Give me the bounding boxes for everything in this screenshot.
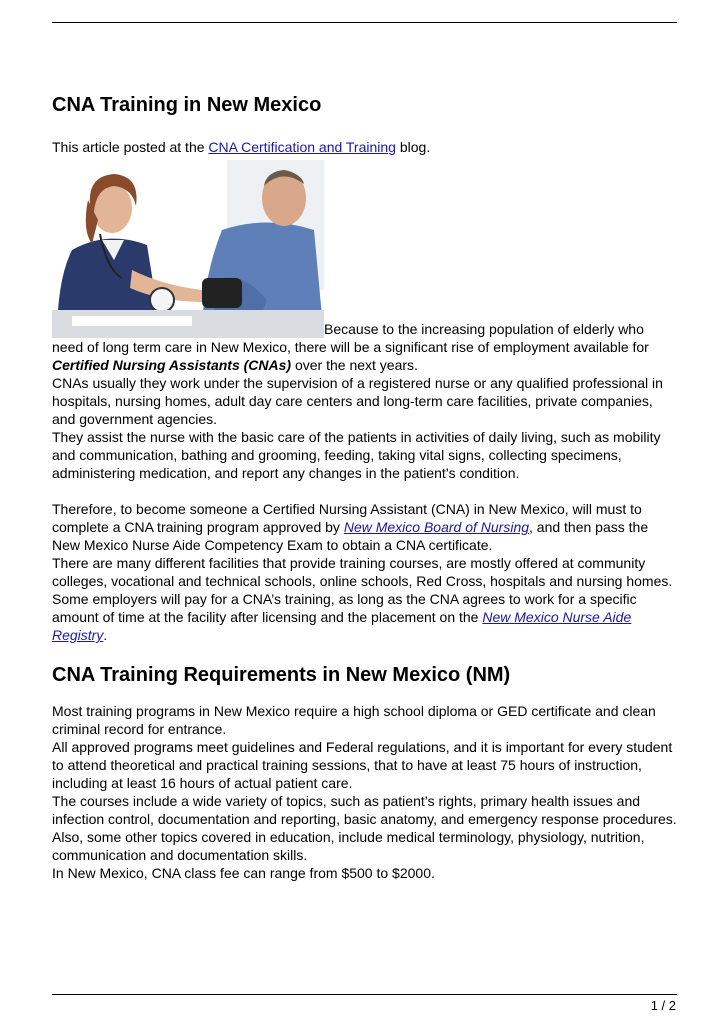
para1-text-end: over the next years. bbox=[291, 357, 418, 373]
blog-link[interactable]: CNA Certification and Training bbox=[208, 139, 396, 155]
header-rule bbox=[52, 22, 677, 23]
paragraph-2: CNAs usually they work under the supervision of a registered nurse or any qualified professional in hospitals, nursing homes, adult day care centers and long-term care facilities, private companies, and government agencies. bbox=[52, 375, 663, 427]
nurse-aide-registry-link[interactable]: New Mexico Nurse Aide Registry bbox=[52, 609, 632, 643]
nurse-photo bbox=[52, 160, 324, 338]
para1-text: Because to the increasing population of elderly who need of long term care in New Mexico, there will be a significant rise of employment available for bbox=[52, 321, 649, 355]
paragraph-10: In New Mexico, CNA class fee can range from $500 to $2000. bbox=[52, 865, 435, 881]
board-of-nursing-link[interactable]: New Mexico Board of Nursing bbox=[343, 519, 530, 535]
para6-text: Some employers will pay for a CNA’s training, as long as the CNA agrees to work for a specific amount of time at the facility after licensing and the placement on the bbox=[52, 591, 637, 625]
page-number: 1 / 2 bbox=[650, 998, 676, 1013]
section-heading: CNA Training Requirements in New Mexico (NM) bbox=[52, 664, 511, 686]
para6-text-end: . bbox=[103, 627, 108, 643]
intro-line bbox=[52, 138, 677, 156]
paragraph-7: Most training programs in New Mexico require a high school diploma or GED certificate and clean criminal record for entrance. bbox=[52, 703, 656, 737]
para4-text: Therefore, to become someone a Certified Nursing Assistant (CNA) in New Mexico, will must to complete a CNA training program approved by bbox=[52, 501, 642, 535]
paragraph-5: There are many different facilities that provide training courses, are mostly offered at community colleges, vocational and technical schools, online schools, Red Cross, hospitals and nursing homes. bbox=[52, 555, 673, 589]
footer-rule bbox=[52, 994, 677, 995]
article bbox=[52, 92, 677, 882]
page-title: CNA Training in New Mexico bbox=[52, 94, 322, 116]
para1-bold: Certified Nursing Assistants (CNAs) bbox=[52, 357, 292, 373]
paragraph-8: All approved programs meet guidelines and Federal regulations, and it is important for every student to attend theoretical and practical training sessions, that to have at least 75 hours of instruction, including at least 16 hours of actual patient care. bbox=[52, 739, 673, 791]
intro-text: This article posted at the bbox=[52, 139, 209, 155]
paragraph-3: They assist the nurse with the basic care of the patients in activities of daily living, such as mobility and communication, bathing and grooming, feeding, taking vital signs, collecting specimens, administering medication, and report any changes in the patient’s condition. bbox=[52, 429, 661, 481]
photo-paragraph bbox=[52, 160, 677, 374]
para4-text-end: , and then pass the New Mexico Nurse Aide Competency Exam to obtain a CNA certificate. bbox=[52, 519, 649, 553]
intro-text-end: blog. bbox=[395, 139, 431, 155]
paragraph-9: The courses include a wide variety of topics, such as patient’s rights, primary health issues and infection control, documentation and reporting, basic anatomy, and emergency response procedures. Also, some other topics covered in education, include medical terminology, physiology, nutrition, communication and documentation skills. bbox=[52, 793, 677, 863]
paragraph-4 bbox=[52, 500, 677, 554]
paragraph-6 bbox=[52, 590, 677, 644]
